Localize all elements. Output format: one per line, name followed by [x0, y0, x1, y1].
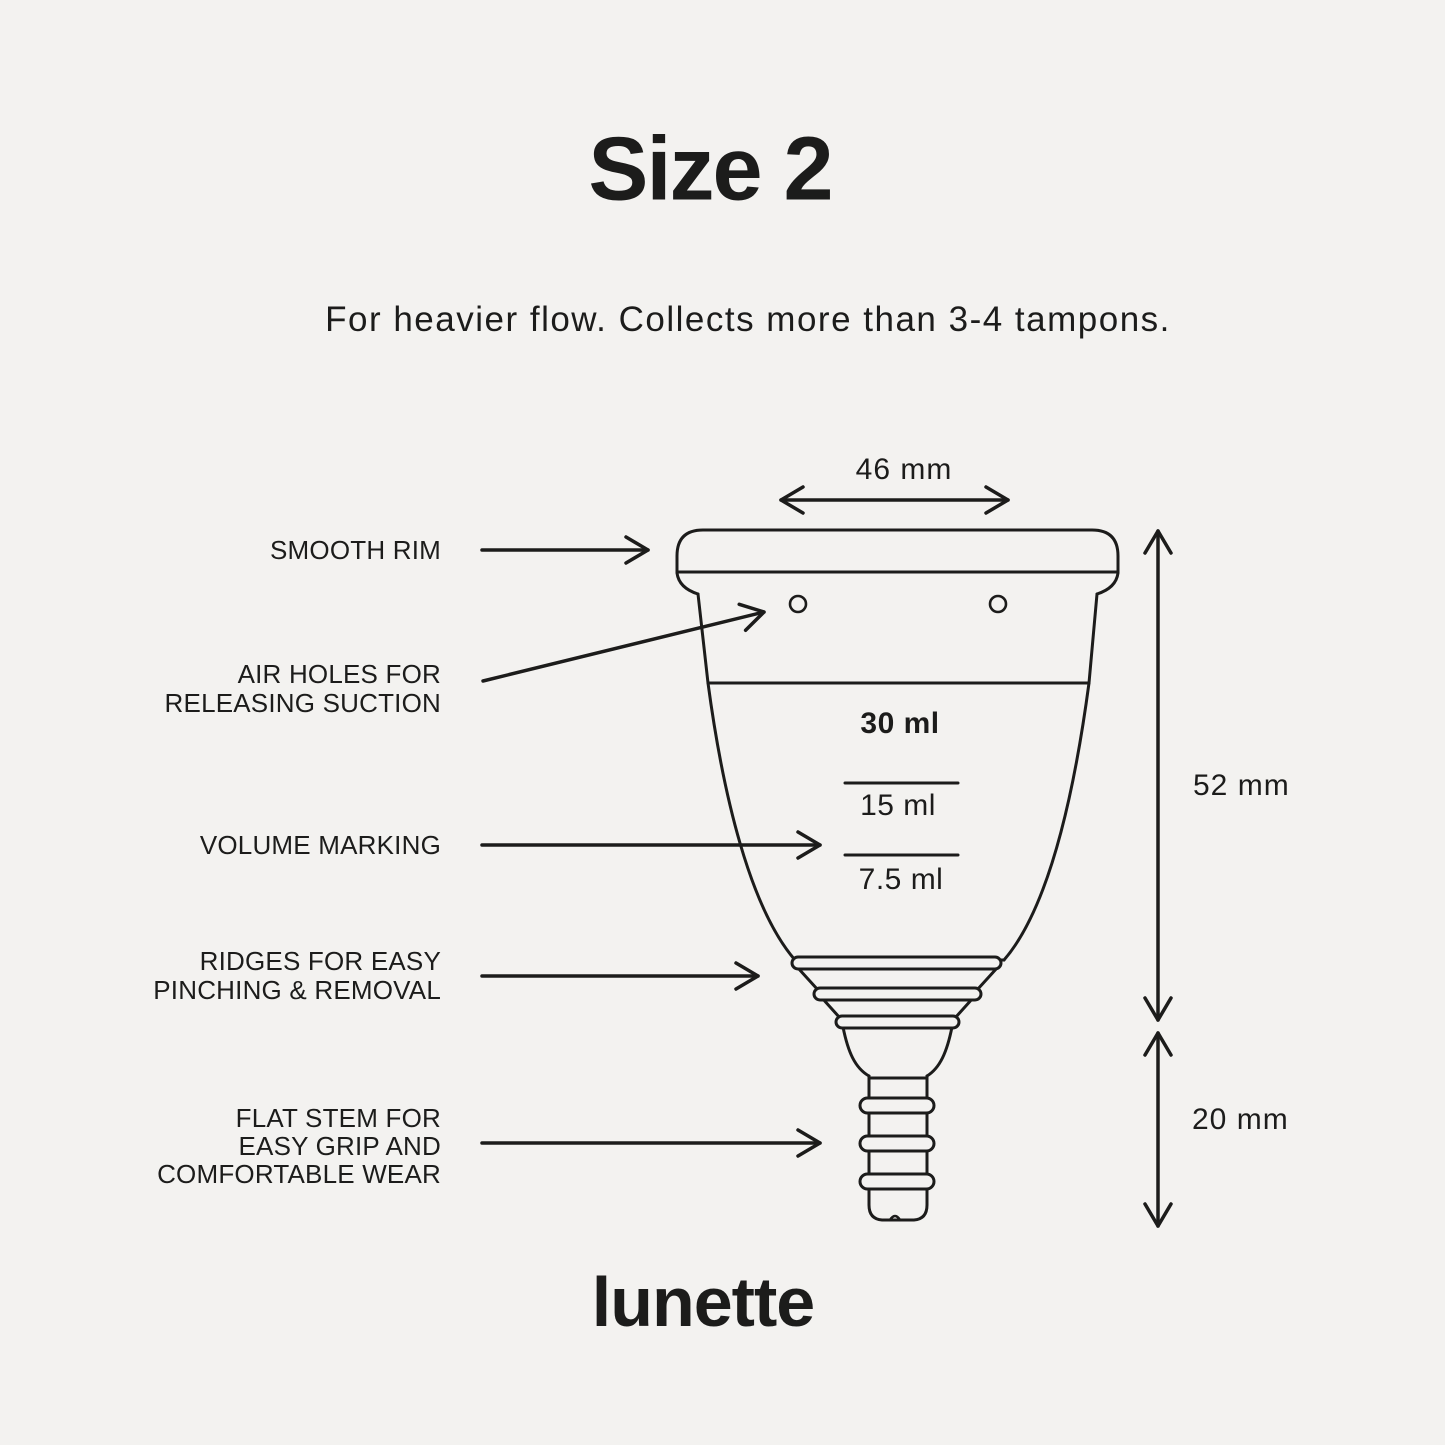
- stem-ring-1: [860, 1098, 934, 1113]
- label-volume-marking: [200, 831, 441, 860]
- label-line: AIR HOLES FOR: [237, 659, 441, 689]
- ridges-arrow: [482, 963, 758, 989]
- air-hole-right: [990, 596, 1006, 612]
- volume-marking-15ml: 15 ml: [860, 789, 936, 822]
- page-title: Size 2: [588, 119, 832, 220]
- cup-stem: [860, 1076, 934, 1220]
- width-46mm-arrow: [781, 487, 1008, 513]
- cup-ridges: [792, 957, 1001, 1076]
- flat-stem-arrow: [482, 1130, 820, 1156]
- label-flat-stem: [157, 1104, 441, 1188]
- cup-rim: [677, 530, 1118, 594]
- cup-neck: [698, 594, 1097, 683]
- page-subtitle: For heavier flow. Collects more than 3-4 tampons.: [325, 300, 1171, 339]
- label-line: COMFORTABLE WEAR: [157, 1159, 441, 1189]
- air-holes-arrow: [483, 604, 764, 681]
- ridge-ring-3: [836, 1016, 959, 1028]
- dimension-cup-height: 52 mm: [1193, 769, 1290, 802]
- dimension-stem-length: 20 mm: [1192, 1103, 1289, 1136]
- dimension-rim-diameter: 46 mm: [855, 453, 953, 486]
- label-ridges: [153, 947, 441, 1005]
- label-line: EASY GRIP AND: [238, 1131, 441, 1161]
- label-line: RIDGES FOR EASY: [199, 946, 441, 976]
- brand-logo: lunette: [591, 1263, 815, 1341]
- air-hole-left: [790, 596, 806, 612]
- label-smooth-rim: [270, 536, 441, 565]
- dimension-arrows: [781, 487, 1171, 1226]
- volume-marking-arrow: [482, 832, 820, 858]
- label-air-holes: [165, 660, 441, 718]
- label-line: VOLUME MARKING: [199, 830, 441, 860]
- stem-20mm-arrow: [1145, 1033, 1171, 1226]
- label-line: PINCHING & REMOVAL: [153, 975, 441, 1005]
- stem-ring-3: [860, 1174, 934, 1189]
- stem-ring-2: [860, 1136, 934, 1151]
- ridge-ring-1: [792, 957, 1001, 969]
- air-holes: [790, 596, 1006, 612]
- height-52mm-arrow: [1145, 531, 1171, 1020]
- callout-arrows: [482, 537, 820, 1156]
- volume-marking-7-5ml: 7.5 ml: [858, 863, 944, 896]
- label-line: SMOOTH RIM: [270, 535, 441, 565]
- label-line: FLAT STEM FOR: [235, 1103, 441, 1133]
- ridge-ring-2: [814, 988, 981, 1000]
- smooth-rim-arrow: [482, 537, 648, 563]
- volume-marking-30ml: 30 ml: [860, 707, 940, 740]
- label-line: RELEASING SUCTION: [164, 688, 441, 718]
